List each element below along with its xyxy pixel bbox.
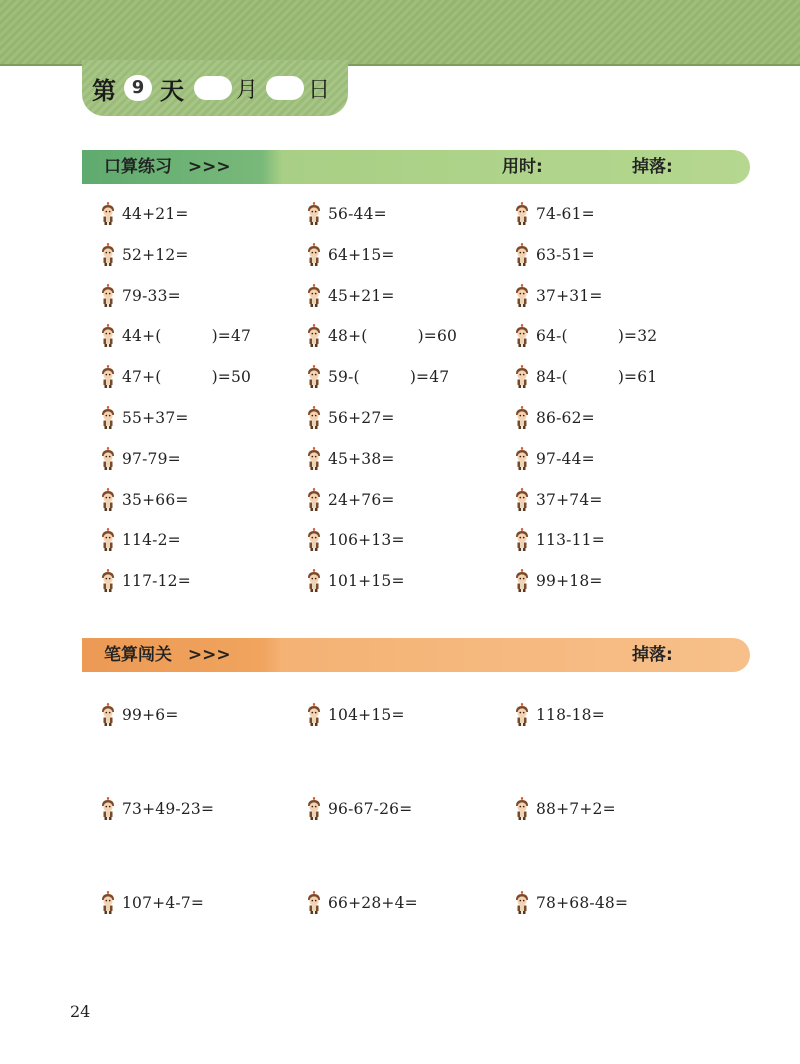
- problem-oral-1-6: [306, 446, 395, 472]
- problem-text: 66+28+4=: [328, 894, 418, 912]
- month-label: 月: [236, 77, 259, 103]
- problem-written-1-0: [306, 702, 405, 728]
- kid-mascot-icon: [306, 365, 322, 389]
- problem-text: 88+7+2=: [536, 800, 616, 818]
- problem-text: 35+66=: [122, 490, 189, 509]
- date-blank[interactable]: [266, 76, 304, 100]
- problem-oral-0-6: [100, 446, 181, 472]
- oral-title-text: 口算练习: [104, 157, 172, 177]
- problem-oral-1-0: [306, 201, 387, 227]
- problem-written-2-1: [514, 796, 616, 822]
- date-label: 日: [308, 77, 331, 103]
- problem-oral-2-3: [514, 323, 657, 349]
- problem-text: 59-( )=47: [328, 368, 450, 387]
- problem-text: 86-62=: [536, 409, 595, 427]
- oral-practice-title: [82, 150, 269, 184]
- written-arrows: >>>: [187, 645, 231, 665]
- problem-oral-1-4: [306, 364, 449, 390]
- problem-oral-0-1: [100, 242, 189, 268]
- kid-mascot-icon: [100, 488, 116, 512]
- problem-text: 56-44=: [328, 205, 387, 223]
- problem-text: 44+21=: [122, 205, 189, 223]
- problem-oral-2-9: [514, 568, 603, 594]
- kid-mascot-icon: [514, 797, 530, 821]
- written-challenge-header: [82, 638, 750, 672]
- problem-text: 96-67-26=: [328, 800, 413, 818]
- problem-written-1-2: [306, 890, 418, 916]
- problem-oral-0-5: [100, 405, 189, 431]
- written-challenge-title: [82, 638, 269, 672]
- kid-mascot-icon: [514, 891, 530, 915]
- problem-text: 117-12=: [122, 572, 191, 591]
- problem-written-1-1: [306, 796, 412, 822]
- kid-mascot-icon: [514, 447, 530, 471]
- problem-text: 106+13=: [328, 531, 405, 550]
- kid-mascot-icon: [514, 703, 530, 727]
- kid-mascot-icon: [100, 891, 116, 915]
- problem-text: 79-33=: [122, 286, 181, 305]
- written-title-text: 笔算闯关: [104, 645, 172, 665]
- problem-oral-1-5: [306, 405, 395, 431]
- day-header: [82, 60, 348, 116]
- problem-text: 45+21=: [328, 286, 395, 305]
- kid-mascot-icon: [306, 324, 322, 348]
- kid-mascot-icon: [100, 406, 116, 430]
- kid-mascot-icon: [514, 365, 530, 389]
- problem-text: 107+4-7=: [122, 894, 205, 912]
- oral-arrows: >>>: [187, 157, 231, 177]
- problem-text: 55+37=: [122, 409, 189, 427]
- problem-oral-1-1: [306, 242, 395, 268]
- problem-text: 52+12=: [122, 245, 189, 264]
- kid-mascot-icon: [514, 202, 530, 226]
- kid-mascot-icon: [306, 488, 322, 512]
- problem-oral-2-0: [514, 201, 595, 227]
- problem-text: 99+18=: [536, 572, 603, 591]
- problem-text: 45+38=: [328, 449, 395, 468]
- kid-mascot-icon: [306, 703, 322, 727]
- kid-mascot-icon: [306, 406, 322, 430]
- oral-missed-label: 掉落:: [632, 157, 673, 177]
- problem-oral-2-6: [514, 446, 595, 472]
- problem-text: 73+49-23=: [122, 800, 215, 818]
- top-decorative-band: [0, 0, 800, 66]
- problem-text: 63-51=: [536, 245, 595, 264]
- problem-oral-2-2: [514, 283, 603, 309]
- problem-text: 37+31=: [536, 286, 603, 305]
- problem-text: 56+27=: [328, 409, 395, 427]
- kid-mascot-icon: [306, 202, 322, 226]
- problem-oral-2-5: [514, 405, 595, 431]
- problem-text: 64-( )=32: [536, 327, 658, 346]
- problem-text: 104+15=: [328, 706, 405, 724]
- problem-oral-2-1: [514, 242, 595, 268]
- problem-text: 37+74=: [536, 490, 603, 509]
- problem-oral-0-0: [100, 201, 189, 227]
- problem-oral-0-9: [100, 568, 191, 594]
- kid-mascot-icon: [514, 243, 530, 267]
- kid-mascot-icon: [100, 528, 116, 552]
- problem-text: 78+68-48=: [536, 894, 629, 912]
- day-suffix: 天: [160, 76, 184, 105]
- problem-text: 118-18=: [536, 706, 605, 724]
- problem-oral-0-8: [100, 527, 181, 553]
- problem-text: 44+( )=47: [122, 327, 252, 346]
- problem-oral-1-3: [306, 323, 457, 349]
- problem-oral-1-7: [306, 487, 395, 513]
- problem-oral-2-7: [514, 487, 603, 513]
- problem-text: 24+76=: [328, 490, 395, 509]
- problem-text: 97-44=: [536, 449, 595, 468]
- kid-mascot-icon: [100, 243, 116, 267]
- problem-text: 48+( )=60: [328, 327, 458, 346]
- problem-text: 114-2=: [122, 531, 181, 550]
- page-number: 24: [70, 1002, 91, 1021]
- problem-text: 101+15=: [328, 572, 405, 591]
- written-missed-label: 掉落:: [632, 645, 673, 665]
- kid-mascot-icon: [100, 447, 116, 471]
- month-blank[interactable]: [194, 76, 232, 100]
- kid-mascot-icon: [514, 324, 530, 348]
- day-prefix: 第: [92, 76, 116, 105]
- problem-text: 99+6=: [122, 706, 179, 724]
- problem-written-2-2: [514, 890, 628, 916]
- problem-written-0-0: [100, 702, 179, 728]
- problem-oral-0-4: [100, 364, 251, 390]
- kid-mascot-icon: [100, 202, 116, 226]
- problem-oral-1-8: [306, 527, 405, 553]
- kid-mascot-icon: [306, 284, 322, 308]
- kid-mascot-icon: [100, 365, 116, 389]
- problem-oral-1-2: [306, 283, 395, 309]
- problem-text: 74-61=: [536, 205, 595, 223]
- time-used-label: 用时:: [502, 157, 543, 177]
- kid-mascot-icon: [306, 797, 322, 821]
- kid-mascot-icon: [514, 406, 530, 430]
- problem-oral-0-7: [100, 487, 189, 513]
- kid-mascot-icon: [306, 569, 322, 593]
- kid-mascot-icon: [514, 528, 530, 552]
- kid-mascot-icon: [306, 243, 322, 267]
- problem-oral-2-4: [514, 364, 657, 390]
- problem-oral-1-9: [306, 568, 405, 594]
- kid-mascot-icon: [514, 488, 530, 512]
- kid-mascot-icon: [100, 703, 116, 727]
- kid-mascot-icon: [306, 447, 322, 471]
- problem-oral-0-3: [100, 323, 251, 349]
- problem-text: 97-79=: [122, 449, 181, 468]
- kid-mascot-icon: [100, 284, 116, 308]
- day-number: 9: [124, 75, 152, 101]
- kid-mascot-icon: [100, 324, 116, 348]
- kid-mascot-icon: [514, 284, 530, 308]
- kid-mascot-icon: [514, 569, 530, 593]
- problem-text: 113-11=: [536, 531, 605, 550]
- kid-mascot-icon: [306, 528, 322, 552]
- problem-written-2-0: [514, 702, 605, 728]
- problem-oral-0-2: [100, 283, 181, 309]
- problem-text: 84-( )=61: [536, 368, 658, 387]
- kid-mascot-icon: [100, 797, 116, 821]
- problem-text: 47+( )=50: [122, 368, 252, 387]
- kid-mascot-icon: [100, 569, 116, 593]
- oral-practice-header: [82, 150, 750, 184]
- kid-mascot-icon: [306, 891, 322, 915]
- problem-text: 64+15=: [328, 245, 395, 264]
- problem-written-0-2: [100, 890, 204, 916]
- problem-written-0-1: [100, 796, 214, 822]
- problem-oral-2-8: [514, 527, 605, 553]
